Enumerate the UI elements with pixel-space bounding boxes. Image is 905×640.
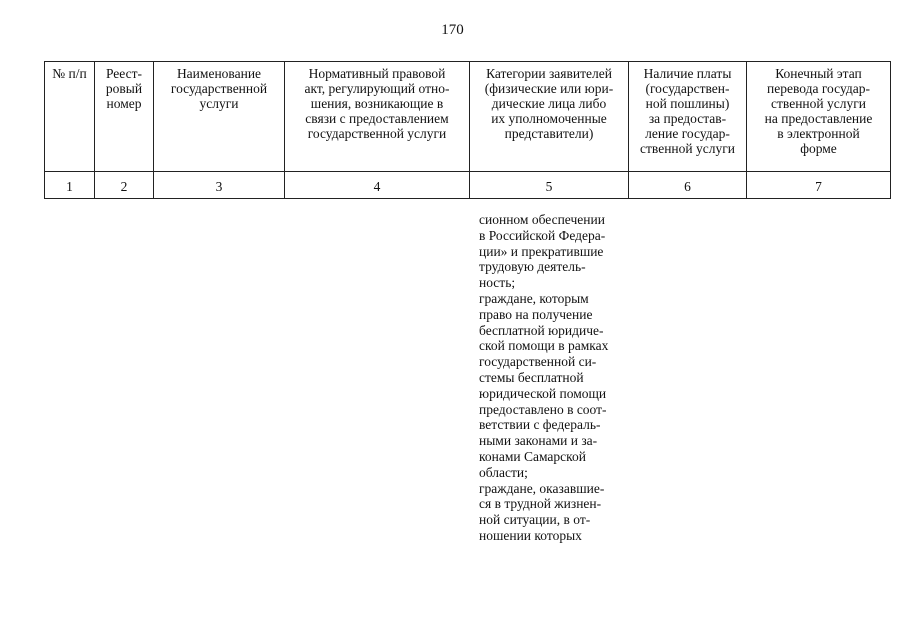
text-line: в Российской Федера- (479, 227, 606, 243)
column-number: 2 (95, 172, 154, 199)
header-label: № п/п (52, 66, 87, 81)
text-line: ношении которых (479, 527, 582, 543)
text-line: предоставлено в соот- (479, 401, 607, 417)
column-number: 3 (154, 172, 285, 199)
header-cell-legal-act (285, 62, 470, 172)
text-line: юридической помощи (479, 385, 607, 401)
text-line: ской помощи в рамках (479, 338, 609, 354)
column-number-row (45, 172, 891, 199)
header-cell-registry (95, 62, 154, 172)
applicants-continuation-text (479, 212, 631, 544)
header-label: Конечный этап перевода государ- ственной услуги на предоставление в электронной форме (764, 66, 873, 156)
services-table (44, 61, 891, 199)
page-number: 170 (441, 22, 464, 38)
text-line: конами Самарской (479, 448, 587, 464)
header-cell-service-name (154, 62, 285, 172)
text-line: ной ситуации, в от- (479, 512, 591, 528)
text-line: стемы бесплатной (479, 369, 584, 385)
text-line: ность; (479, 275, 516, 291)
text-line: ными законами и за- (479, 433, 598, 449)
column-number: 5 (470, 172, 629, 199)
column-number: 4 (285, 172, 470, 199)
header-label: Категории заявителей (физические или юри- дические лица либо их уполномоченные представители) (484, 66, 614, 141)
text-line: право на получение (479, 306, 593, 322)
header-cell-number (45, 62, 95, 172)
header-label: Реест- ровый номер (105, 66, 143, 111)
text-line: ся в трудной жизнен- (479, 496, 602, 512)
header-label: Нормативный правовой акт, регулирующий отно- шения, возникающие в связи с предоставлением государственной услуги (304, 66, 450, 141)
column-number: 7 (747, 172, 891, 199)
table-header-row (45, 62, 891, 172)
header-label: Наличие платы (государствен- ной пошлины) за предостав- ление государ- ственной услуги (640, 66, 735, 156)
text-line: трудовую деятель- (479, 259, 586, 275)
text-line: граждане, оказавшие- (479, 480, 605, 496)
text-line: области; (479, 464, 528, 480)
column-number: 1 (45, 172, 95, 199)
text-line: бесплатной юридиче- (479, 322, 604, 338)
header-cell-applicants (470, 62, 629, 172)
text-line: государственной си- (479, 354, 597, 370)
text-line: сионном обеспечении (479, 212, 605, 227)
header-label: Наименование государственной услуги (170, 66, 268, 111)
text-line: граждане, которым (479, 290, 589, 306)
column-number: 6 (629, 172, 747, 199)
text-line: ции» и прекратившие (479, 243, 604, 259)
header-cell-fee (629, 62, 747, 172)
header-cell-final-stage (747, 62, 891, 172)
text-line: ветствии с федераль- (479, 417, 601, 433)
